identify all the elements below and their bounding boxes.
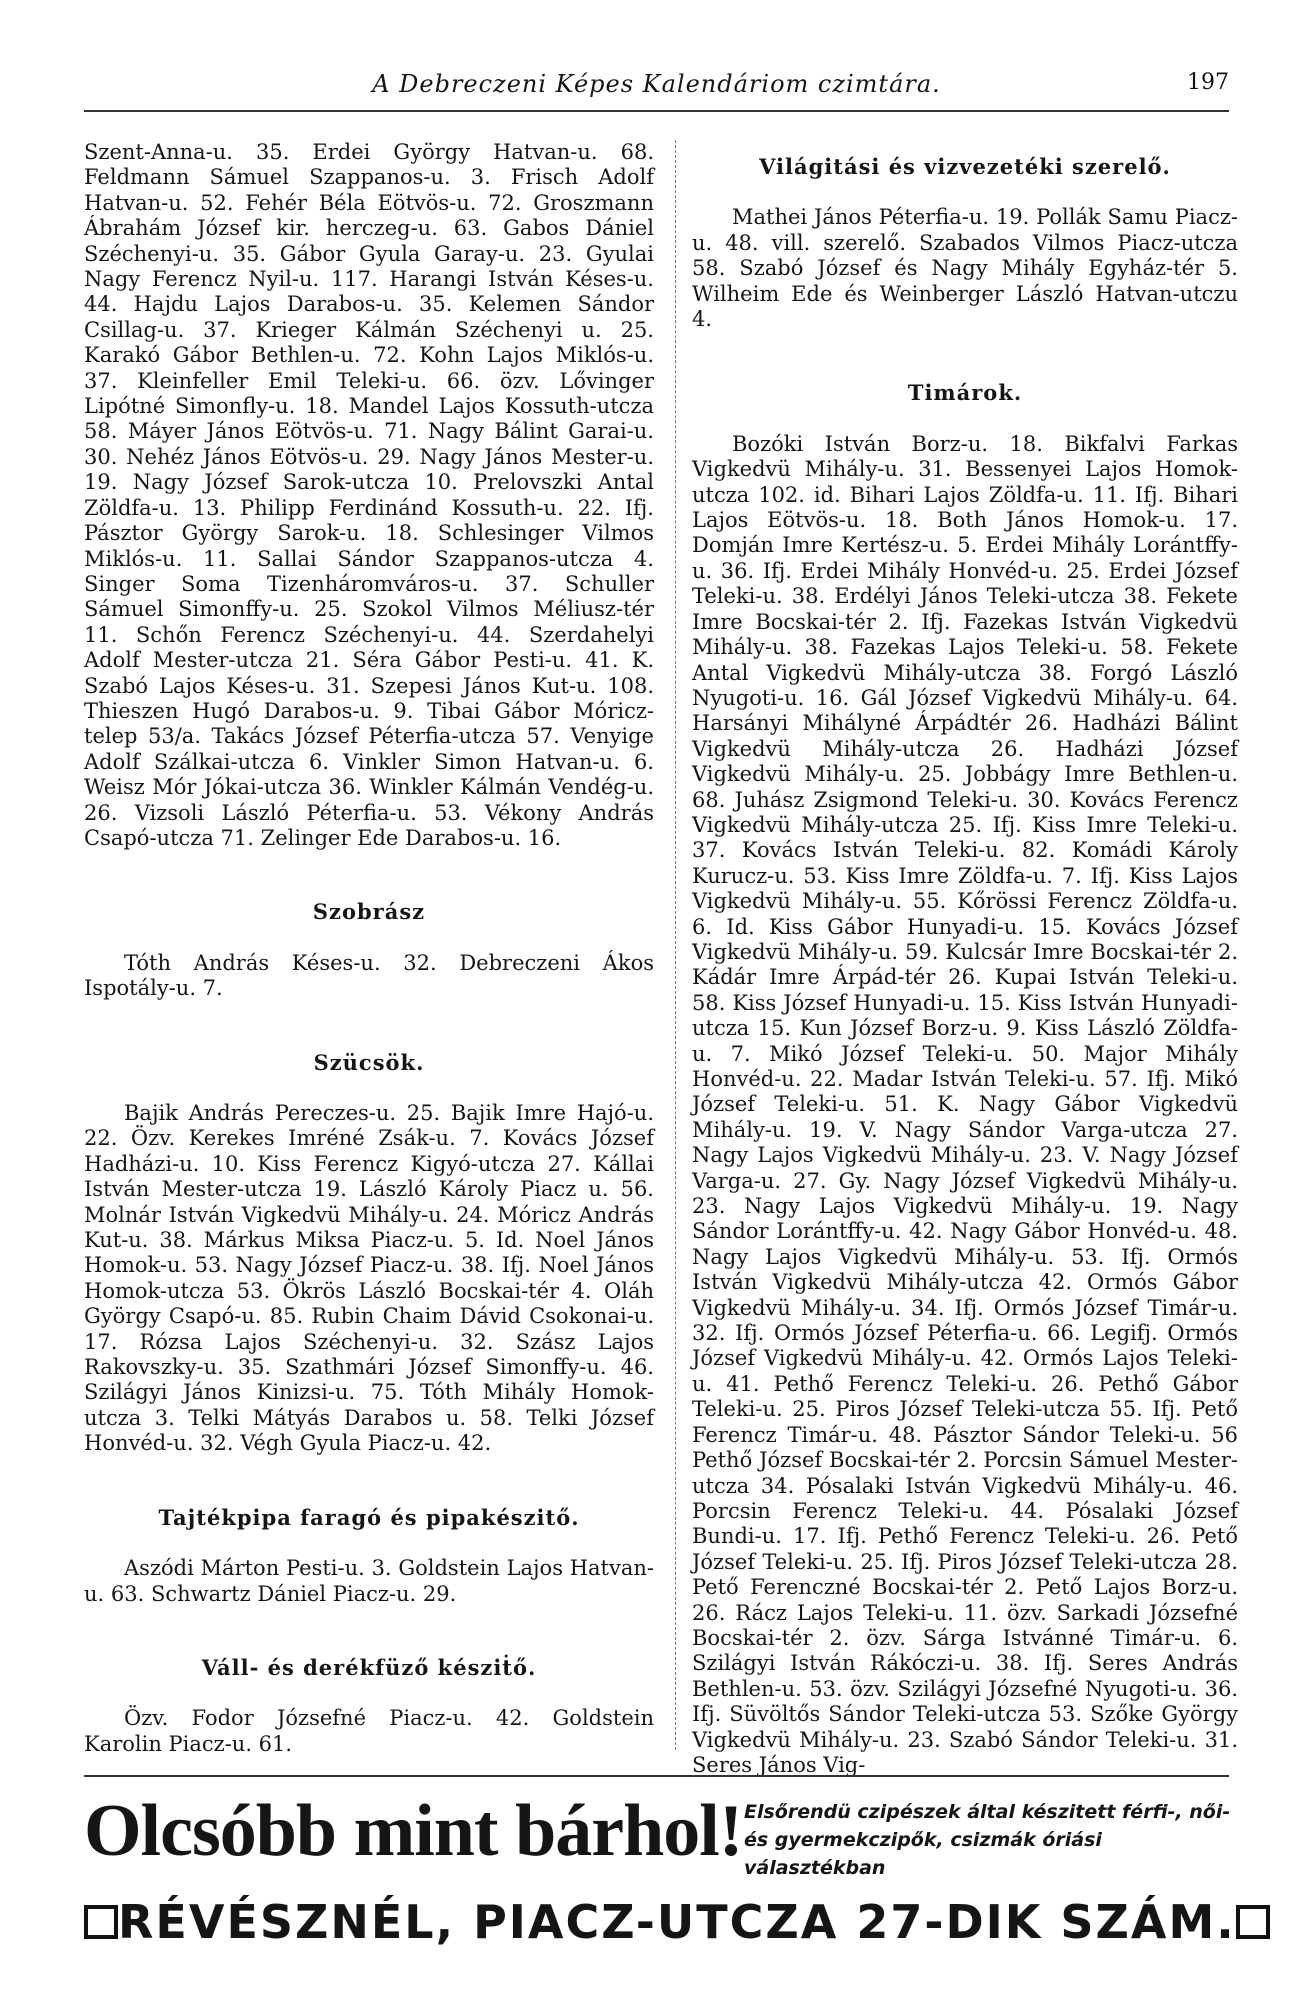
section-heading-szucsok: Szücsök.	[313, 1049, 425, 1075]
section-heading-szobrasz: Szobrász	[312, 899, 426, 925]
section-text-szobrasz: Tóth András Késes-u. 32. Debreczeni Ákos Ispotály-u. 7.	[84, 950, 654, 1001]
ad-tagline-line-2: és gyermekczipők, csizmák óriási választékban	[744, 1829, 1102, 1879]
ad-address-line	[84, 1895, 1236, 1949]
section-heading-timarok: Timárok.	[907, 380, 1023, 406]
square-ornament-icon	[1236, 1905, 1270, 1939]
ad-address: RÉVÉSZNÉL, PIACZ-UTCZA 27-DIK SZÁM.	[118, 1895, 1236, 1949]
section-heading-derekfuzo: Váll- és derékfüző késziṫő.	[201, 1654, 537, 1680]
ad-tagline-line-1: Elsőrendü czipészek által készitett férfi-, női-	[744, 1801, 1231, 1823]
page-header	[84, 70, 1229, 106]
advertisement-rule	[84, 1775, 1229, 1777]
section-heading-pipakeszito: Tajtékpipa faragó és pipakészitő.	[158, 1504, 580, 1530]
ad-headline: Olcsóbb mint bárhol!	[84, 1790, 743, 1872]
advertisement	[84, 1790, 1236, 1975]
section-text-timarok: Bozóki István Borz-u. 18. Bikfalvi Farkas Vigkedvü Mihály-u. 31. Bessenyei Lajos Homok-utcza 102. id. Bihari Lajos Zöldfa-u. 11. Ifj. Bihari Lajos Eötvös-u. 18. Both János Homok-u. 17. Domján Imre Kertész-u. 5. Erdei Mihály Lorántffy-u. 36. Ifj. Erdei Mihály Honvéd-u. 25. Erdei József Teleki-u. 38. Erdélyi János Teleki-utcza 38. Fekete Imre Bocskai-tér 2. Ifj. Fazekas István Vigkedvü Mihály-u. 38. Fazekas Lajos Teleki-u. 58. Fekete Antal Vigkedvü Mihály-utcza 38. Forgó László Nyugoti-u. 16. Gál József Vigkedvü Mihály-u. 64. Harsányi Mihályné Árpádtér 26. Hadházi Bálint Vigkedvü Mihály-utcza 26. Hadházi József Vigkedvü Mihály-u. 25. Jobbágy Imre Bethlen-u. 68. Juhász Zsigmond Teleki-u. 30. Kovács Ferencz Vigkedvü Mihály-utcza 25. Ifj. Kiss Imre Teleki-u. 37. Kovács István Teleki-u. 82. Komádi Károly Kurucz-u. 53. Kiss Imre Zöldfa-u. 7. Ifj. Kiss Lajos Vigkedvü Mihály-u. 55. Kőrössi Ferencz Zöldfa-u. 6. Id. Kiss Gábor Hunyadi-u. 15. Kovács József Vigkedvü Mihály-u. 59. Kulcsár Imre Bocskai-tér 2. Kádár Imre Árpád-tér 26. Kupai István Teleki-u. 58. Kiss József Hunyadi-u. 15. Kiss István Hunyadi-utcza 15. Kun József Borz-u. 9. Kiss László Zöldfa-u. 7. Mikó József Teleki-u. 50. Major Mihály Honvéd-u. 22. Madar István Teleki-u. 57. Ifj. Mikó József Teleki-u. 51. K. Nagy Gábor Vigkedvü Mihály-u. 19. V. Nagy Sándor Varga-utcza 27. Nagy Lajos Vigkedvü Mihály-u. 23. V. Nagy József Varga-u. 27. Gy. Nagy József Vigkedvü Mihály-u. 23. Nagy Lajos Vigkedvü Mihály-u. 19. Nagy Sándor Lorántffy-u. 42. Nagy Gábor Honvéd-u. 48. Nagy Lajos Vigkedvü Mihály-u. 53. Ifj. Ormós István Vigkedvü Mihály-utcza 42. Ormós Gábor Vigkedvü Mihály-u. 34. Ifj. Ormós József Timár-u. 32. Ifj. Ormós József Péterfia-u. 66. Legifj. Ormós József Vigkedvü Mihály-u. 42. Ormós Lajos Teleki-u. 41. Pethő Ferencz Teleki-u. 26. Pethő Gábor Teleki-u. 25. Piros József Teleki-utcza 55. Ifj. Pető Ferencz Timár-u. 48. Pásztor Sándor Teleki-u. 56 Pethő József Bocskai-tér 2. Porcsin Sámuel Mester-utcza 34. Pósalaki István Vigkedvü Mihály-u. 46. Porcsin Ferencz Teleki-u. 44. Pósalaki József Bundi-u. 17. Ifj. Pethő Ferencz Teleki-u. 26. Pető József Teleki-u. 25. Ifj. Piros József Teleki-utcza 28. Pető Ferenczné Bocskai-tér 2. Pető Lajos Borz-u. 26. Rácz Lajos Teleki-u. 11. özv. Sarkadi Józsefné Bocskai-tér 2. özv. Sárga Istvánné Timár-u. 6. Szilágyi István Rákóczi-u. 38. Ifj. Seres András Bethlen-u. 53. özv. Szilágyi Józsefné Nyugoti-u. 36. Ifj. Süvöltős Sándor Teleki-utcza 53. Szőke György Vigkedvü Mihály-u. 23. Szabó Sándor Teleki-u. 31. Seres János Vig-	[692, 431, 1238, 1777]
section-text-szucsok: Bajik András Pereczes-u. 25. Bajik Imre Hajó-u. 22. Özv. Kerekes Imréné Zsák-u. 7. Kovács József Hadházi-u. 10. Kiss Ferencz Kigyó-utcza 27. Kállai István Mester-utcza 19. László Károly Piacz u. 56. Molnár István Vigkedvü Mihály-u. 24. Móricz András Kut-u. 38. Márkus Miksa Piacz-u. 5. Id. Noel János Homok-u. 53. Nagy József Piacz-u. 38. Ifj. Noel János Homok-utcza 53. Ökrös László Bocskai-tér 4. Oláh György Csapó-u. 85. Rubin Chaim Dávid Csokonai-u. 17. Rózsa Lajos Széchenyi-u. 32. Szász Lajos Rakovszky-u. 35. Szathmári József Simonffy-u. 46. Szilágyi János Kinizsi-u. 75. Tóth Mihály Homok-utcza 3. Telki Mátyás Darabos u. 58. Telki József Honvéd-u. 32. Végh Gyula Piacz-u. 42.	[84, 1101, 654, 1456]
running-title: A Debreczeni Képes Kalendáriom czimtára.	[372, 70, 941, 98]
square-ornament-icon	[84, 1905, 118, 1939]
header-rule	[84, 110, 1229, 112]
section-text-vilagitasi: Mathei János Péterfia-u. 19. Pollák Samu Piacz-u. 48. vill. szerelő. Szabados Vilmos Piacz-utcza 58. Szabó József és Nagy Mihály Egyház-tér 5. Wilheim Ede és Weinberger László Hatvan-utczu 4.	[692, 205, 1238, 332]
left-column	[84, 140, 654, 1755]
page-number: 197	[1187, 70, 1229, 95]
right-column	[692, 140, 1238, 1777]
continuation-paragraph: Szent-Anna-u. 35. Erdei György Hatvan-u. 68. Feldmann Sámuel Szappanos-u. 3. Frisch Adolf Hatvan-u. 52. Fehér Béla Eötvös-u. 72. Groszmann Ábrahám József kir. herczeg-u. 63. Gabos Dániel Széchenyi-u. 35. Gábor Gyula Garay-u. 23. Gyulai Nagy Ferencz Nyil-u. 117. Harangi István Késes-u. 44. Hajdu Lajos Darabos-u. 35. Kelemen Sándor Csillag-u. 37. Krieger Kálmán Széchenyi u. 25. Karakó Gábor Bethlen-u. 72. Kohn Lajos Miklós-u. 37. Kleinfeller Emil Teleki-u. 66. özv. Lővinger Lipótné Simonfly-u. 18. Mandel Lajos Kossuth-utcza 58. Máyer János Eötvös-u. 71. Nagy Bálint Garai-u. 30. Nehéz János Eötvös-u. 29. Nagy János Mester-u. 19. Nagy József Sarok-utcza 10. Prelovszki Antal Zöldfa-u. 13. Philipp Ferdinánd Kossuth-u. 22. Ifj. Pásztor György Sarok-u. 18. Schlesinger Vilmos Miklós-u. 11. Sallai Sándor Szappanos-utcza 4. Singer Soma Tizenháromváros-u. 37. Schuller Sámuel Simonffy-u. 25. Szokol Vilmos Méliusz-tér 11. Schőn Ferencz Széchenyi-u. 44. Szerdahelyi Adolf Mester-utcza 21. Séra Gábor Pesti-u. 41. K. Szabó Lajos Késes-u. 31. Szepesi János Kut-u. 108. Thieszen Hugó Darabos-u. 9. Tibai Gábor Móricz-telep 53/a. Takács József Péterfia-utcza 57. Venyige Adolf Szálkai-utcza 6. Vinkler Simon Hatvan-u. 6. Weisz Mór Jókai-utcza 36. Winkler Kálmán Vendég-u. 26. Vizsoli László Péterfia-u. 53. Vékony András Csapó-utcza 71. Zelinger Ede Darabos-u. 16.	[84, 140, 654, 850]
section-text-derekfuzo: Özv. Fodor Józsefné Piacz-u. 42. Goldstein Karolin Piacz-u. 61.	[84, 1706, 654, 1756]
column-divider	[675, 140, 676, 1750]
ad-tagline	[744, 1798, 1234, 1882]
section-heading-vilagitasi: Világitási és vizvezetéki szerelő.	[759, 154, 1171, 179]
section-text-pipakeszito: Aszódi Márton Pesti-u. 3. Goldstein Lajos Hatvan-u. 63. Schwartz Dániel Piacz-u. 29.	[84, 1556, 654, 1606]
